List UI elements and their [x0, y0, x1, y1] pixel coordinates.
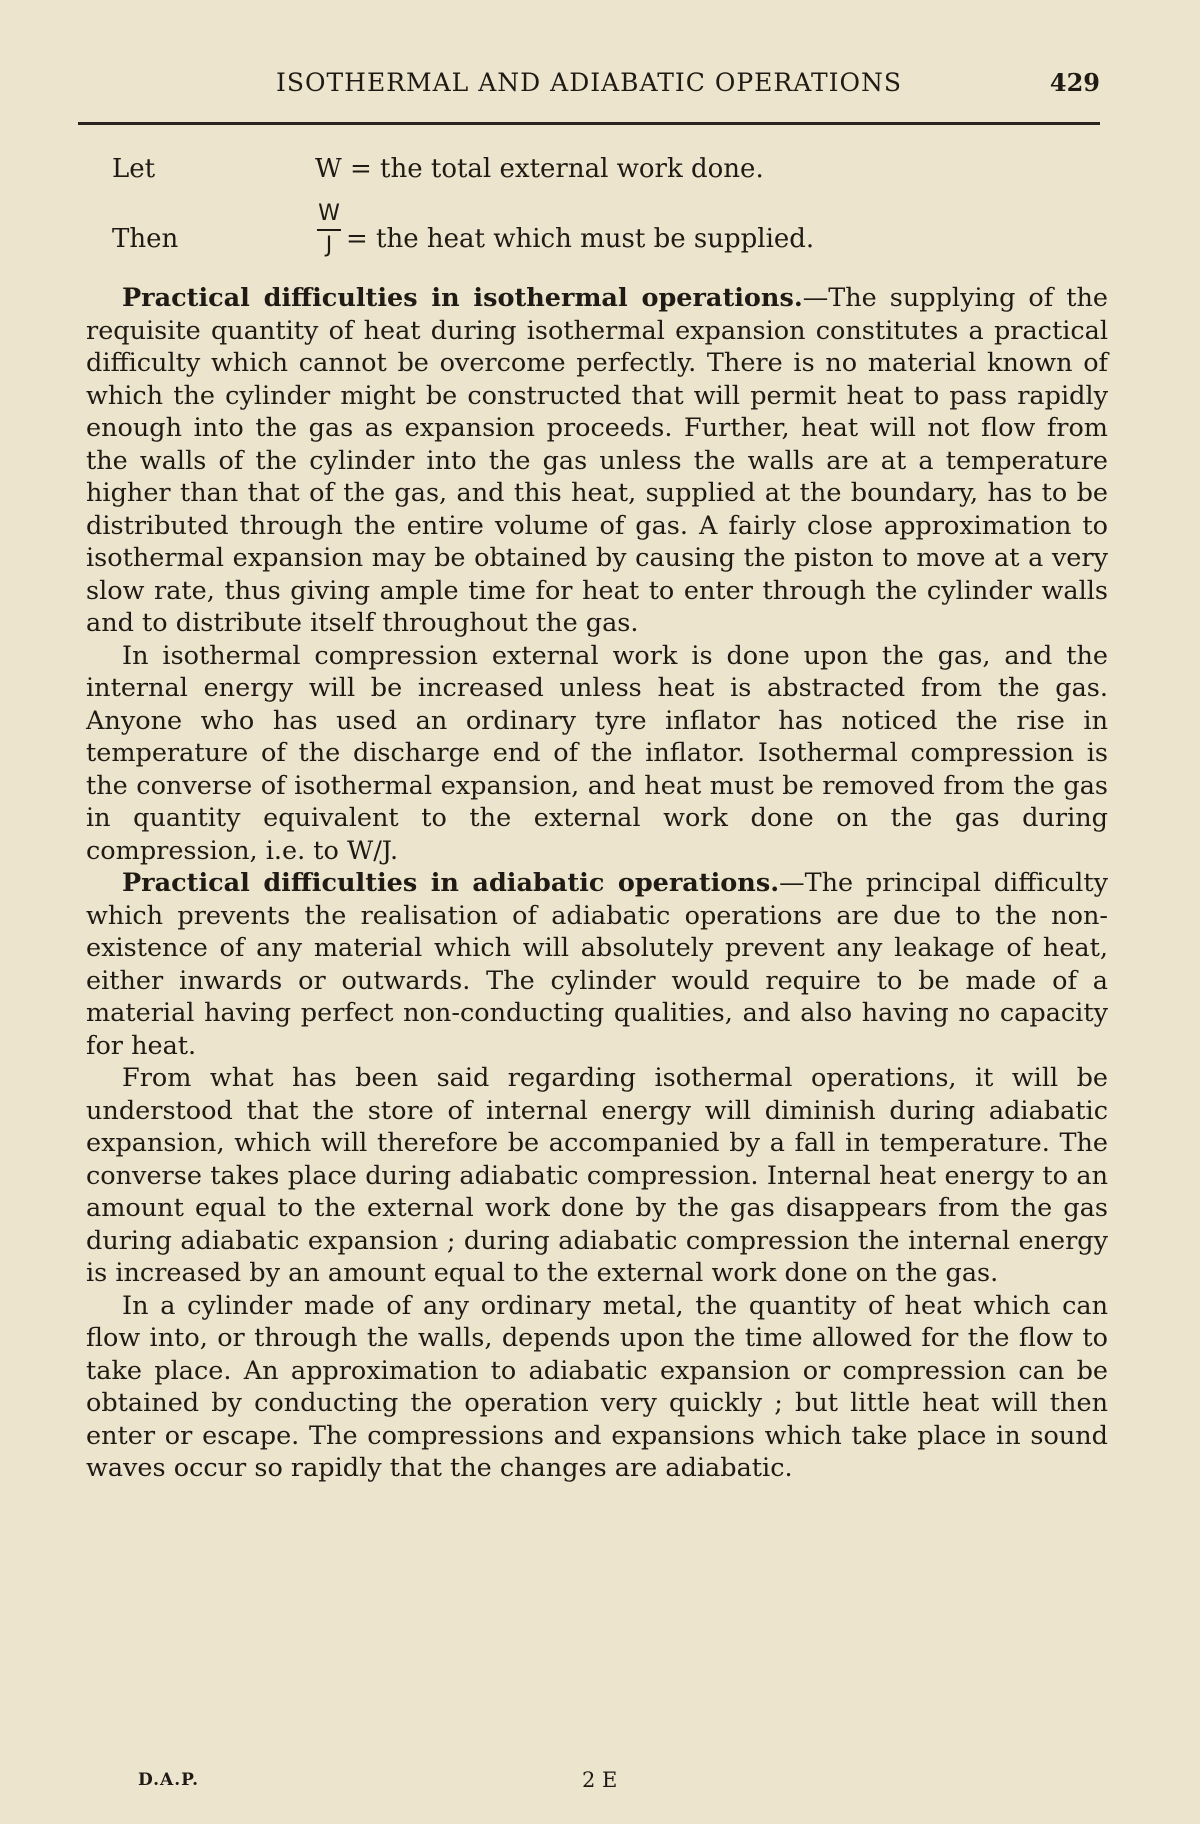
section-heading-isothermal: Practical difficulties in isothermal operations.: [122, 283, 803, 313]
fraction-denominator: J: [325, 233, 333, 258]
fraction-bar: [317, 229, 341, 231]
then-text: = the heat which must be supplied.: [346, 224, 815, 254]
header-rule: [78, 122, 1100, 125]
paragraph-cylinder-metal: [86, 1290, 1108, 1485]
let-label: Let: [112, 154, 156, 184]
paragraph-text: —The principal difficulty which prevents the realisation of adiabatic operations are due to the non-existence of any material which will absolutely prevent any leakage of heat, either inwards or outwards. The cylinder would require to be made of a material having perfect non-conducting qualities, and also having no capacity for heat.: [86, 868, 1108, 1061]
paragraph-text: In isothermal compression external work is done upon the gas, and the internal energy will be increased unless heat is abstracted from the gas. Anyone who has used an ordinary tyre inflator has noticed the rise in temperature of the discharge end of the inflator. Isothermal compression is the converse of isothermal expansion, and heat must be removed from the gas in quantity equivalent to the external work done on the gas during compression, i.e. to W/J.: [86, 640, 1108, 866]
then-definition: [112, 202, 1102, 278]
section-heading-adiabatic: Practical difficulties in adiabatic operations.: [122, 868, 780, 898]
fraction-w-over-j: [317, 202, 341, 258]
let-text: W = the total external work done.: [315, 154, 764, 184]
paragraph-adiabatic-difficulties: [86, 867, 1108, 1062]
fraction-numerator: W: [318, 201, 340, 226]
paragraph-text: —The supplying of the requisite quantity of heat during isothermal expansion constitutes a practical difficulty which cannot be overcome perfectly. There is no material known of which the cylinder might be constructed that will permit heat to pass rapidly enough into the gas as expansion proceeds. Further, heat will not flow from the walls of the cylinder into the gas unless the walls are at a temperature higher than that of the gas, and this heat, supplied at the boundary, has to be distributed through the entire volume of gas. A fairly close approximation to isothermal expansion may be obtained by causing the piston to move at a very slow rate, thus giving ample time for heat to enter through the cylinder walls and to distribute itself throughout the gas.: [86, 283, 1108, 638]
paragraph-internal-energy: [86, 1062, 1108, 1290]
let-definition: [112, 148, 1102, 192]
paragraph-text: From what has been said regarding isothermal operations, it will be understood that the store of internal energy will diminish during adiabatic expansion, which will therefore be accompanied by a fall in temperature. The converse takes place during adiabatic compression. Internal heat energy to an amount equal to the external work done by the gas disappears from the gas during adiabatic expansion ; during adiabatic compression the internal energy is increased by an amount equal to the external work done on the gas.: [86, 1063, 1108, 1288]
paragraph-isothermal-compression: [86, 640, 1108, 868]
page-footer: [138, 1770, 838, 1800]
body-text: [86, 282, 1108, 1485]
signature-mark: 2 E: [582, 1768, 618, 1792]
paragraph-text: In a cylinder made of any ordinary metal, the quantity of heat which can flow into, or through the walls, depends upon the time allowed for the flow to take place. An approximation to adiabatic expansion or compression can be obtained by conducting the operation very quickly ; but little heat will then enter or escape. The compressions and expansions which take place in sound waves occur so rapidly that the changes are adiabatic.: [86, 1290, 1108, 1483]
definitions-block: [112, 148, 1102, 278]
printer-signature: D.A.P.: [138, 1770, 200, 1790]
page-number: 429: [1049, 68, 1100, 97]
then-label: Then: [112, 224, 179, 254]
paragraph-isothermal-difficulties: [86, 282, 1108, 640]
page-header: [78, 68, 1100, 108]
running-title: ISOTHERMAL AND ADIABATIC OPERATIONS: [275, 68, 902, 97]
